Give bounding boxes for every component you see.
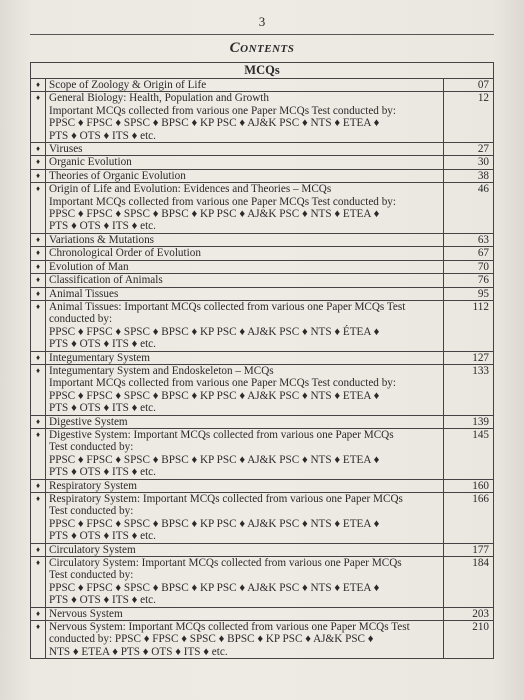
entry-page-number: 203 [444,607,494,620]
entry-title [46,493,444,544]
entry-line: Theories of Organic Evolution [49,169,186,182]
entry-line: Viruses [49,143,83,156]
toc-entry [31,428,494,479]
entry-title [46,621,444,659]
entry-title [46,143,444,156]
entry-title [46,543,444,556]
entry-line: Important MCQs collected from various one Paper MCQs Test conducted by: [49,104,396,117]
entry-line: Organic Evolution [49,156,132,169]
bullet-icon: ♦ [31,364,46,415]
toc-entry [31,274,494,287]
toc-entry [31,351,494,364]
entry-line: PPSC ♦ FPSC ♦ SPSC ♦ BPSC ♦ KP PSC ♦ AJ&K PSC ♦ NTS ♦ ETEA ♦ [49,208,380,221]
entry-line: Integumentary System [49,351,150,364]
toc-entry [31,247,494,260]
entry-title [46,607,444,620]
entry-page-number: 95 [444,287,494,300]
bullet-icon: ♦ [31,415,46,428]
entry-line: Classification of Animals [49,274,163,287]
entry-title [46,260,444,273]
entry-line: PTS ♦ OTS ♦ ITS ♦ etc. [49,594,156,607]
entry-page-number: 184 [444,557,494,608]
contents-title: Contents [229,40,295,56]
contents-table [30,62,494,659]
bullet-icon: ♦ [31,351,46,364]
bullet-icon: ♦ [31,287,46,300]
entry-title [46,364,444,415]
entry-title [46,428,444,479]
entry-line: PPSC ♦ FPSC ♦ SPSC ♦ BPSC ♦ KP PSC ♦ AJ&K PSC ♦ NTS ♦ ETEA ♦ [49,517,380,530]
bullet-icon: ♦ [31,543,46,556]
entry-line: Respiratory System [49,479,137,492]
toc-entry [31,233,494,246]
entry-page-number: 30 [444,156,494,169]
entry-page-number: 139 [444,415,494,428]
bullet-icon: ♦ [31,274,46,287]
entry-line: PTS ♦ OTS ♦ ITS ♦ etc. [49,530,156,543]
entry-title [46,274,444,287]
entry-line: Circulatory System [49,543,136,556]
entry-page-number: 07 [444,79,494,92]
toc-entry [31,79,494,92]
entry-page-number: 145 [444,428,494,479]
entry-title [46,415,444,428]
entry-page-number: 133 [444,364,494,415]
entry-line: PPSC ♦ FPSC ♦ SPSC ♦ BPSC ♦ KP PSC ♦ AJ&K PSC ♦ NTS ♦ ETEA ♦ [49,389,380,402]
bullet-icon: ♦ [31,156,46,169]
entry-title [46,557,444,608]
entry-page-number: 210 [444,621,494,659]
toc-entry [31,300,494,351]
bullet-icon: ♦ [31,428,46,479]
toc-entry [31,493,494,544]
entry-line: conducted by: [49,313,113,326]
toc-entry [31,260,494,273]
entry-line: Evolution of Man [49,260,129,273]
entry-line: NTS ♦ ETEA ♦ PTS ♦ OTS ♦ ITS ♦ etc. [49,645,228,658]
top-rule [30,34,494,35]
toc-entry [31,479,494,492]
bullet-icon: ♦ [31,479,46,492]
entry-line: Nervous System [49,607,123,620]
entry-line: PPSC ♦ FPSC ♦ SPSC ♦ BPSC ♦ KP PSC ♦ AJ&K PSC ♦ NTS ♦ ETEA ♦ [49,581,380,594]
entry-line: Nervous System: Important MCQs collected from various one Paper MCQs Test [49,621,410,634]
bullet-icon: ♦ [31,183,46,234]
entry-title [46,92,444,143]
bullet-icon: ♦ [31,300,46,351]
entry-page-number: 27 [444,143,494,156]
entry-page-number: 38 [444,169,494,182]
bullet-icon: ♦ [31,143,46,156]
bullet-icon: ♦ [31,621,46,659]
entry-line: Circulatory System: Important MCQs collected from various one Paper MCQs [49,557,402,570]
entry-page-number: 127 [444,351,494,364]
bullet-icon: ♦ [31,233,46,246]
toc-entry [31,621,494,659]
entry-title [46,233,444,246]
entry-line: PTS ♦ OTS ♦ ITS ♦ etc. [49,129,156,142]
bullet-icon: ♦ [31,247,46,260]
entry-line: Variations & Mutations [49,233,155,246]
entry-page-number: 166 [444,493,494,544]
entry-line: Important MCQs collected from various one Paper MCQs Test conducted by: [49,195,396,208]
toc-entry [31,143,494,156]
entry-line: Test conducted by: [49,441,134,454]
toc-entry [31,92,494,143]
section-heading: MCQs [31,63,494,79]
toc-entry [31,169,494,182]
entry-page-number: 12 [444,92,494,143]
bullet-icon: ♦ [31,607,46,620]
entry-title [46,247,444,260]
toc-entry [31,156,494,169]
entry-line: PPSC ♦ FPSC ♦ SPSC ♦ BPSC ♦ KP PSC ♦ AJ&K PSC ♦ NTS ♦ ETEA ♦ [49,117,380,130]
entry-title [46,156,444,169]
entry-line: Test conducted by: [49,505,134,518]
bullet-icon: ♦ [31,169,46,182]
bullet-icon: ♦ [31,92,46,143]
entry-title [46,300,444,351]
entry-line: Origin of Life and Evolution: Evidences and Theories – MCQs [49,183,332,196]
entry-title [46,479,444,492]
entry-line: Test conducted by: [49,569,134,582]
entry-title [46,351,444,364]
entry-line: PPSC ♦ FPSC ♦ SPSC ♦ BPSC ♦ KP PSC ♦ AJ&K PSC ♦ NTS ♦ ÉTEA ♦ [49,325,380,338]
bullet-icon: ♦ [31,493,46,544]
entry-line: Animal Tissues [49,287,119,300]
entry-line: Chronological Order of Evolution [49,247,201,260]
section-heading-row [31,63,494,79]
entry-line: Integumentary System and Endoskeleton – MCQs [49,364,274,377]
entry-line: Animal Tissues: Important MCQs collected from various one Paper MCQs Test [49,300,406,313]
entry-line: PTS ♦ OTS ♦ ITS ♦ etc. [49,338,156,351]
entry-line: Respiratory System: Important MCQs collected from various one Paper MCQs [49,493,403,505]
entry-title [46,169,444,182]
toc-entry [31,557,494,608]
entry-page-number: 67 [444,247,494,260]
entry-page-number: 112 [444,300,494,351]
toc-entry [31,287,494,300]
entry-line: Digestive System: Important MCQs collected from various one Paper MCQs [49,428,394,441]
entry-title [46,183,444,234]
bullet-icon: ♦ [31,79,46,92]
entry-line: PPSC ♦ FPSC ♦ SPSC ♦ BPSC ♦ KP PSC ♦ AJ&K PSC ♦ NTS ♦ ETEA ♦ [49,453,380,466]
entry-page-number: 70 [444,260,494,273]
toc-entry [31,364,494,415]
entry-line: Important MCQs collected from various one Paper MCQs Test conducted by: [49,377,396,390]
toc-entry [31,183,494,234]
entry-page-number: 63 [444,233,494,246]
toc-entry [31,415,494,428]
bullet-icon: ♦ [31,260,46,273]
entry-page-number: 160 [444,479,494,492]
entry-page-number: 76 [444,274,494,287]
entry-line: PTS ♦ OTS ♦ ITS ♦ etc. [49,466,156,479]
bullet-icon: ♦ [31,557,46,608]
toc-entry [31,543,494,556]
entry-title [46,287,444,300]
entry-page-number: 46 [444,183,494,234]
entry-line: Scope of Zoology & Origin of Life [49,79,207,91]
entry-line: PTS ♦ OTS ♦ ITS ♦ etc. [49,402,156,415]
entry-line: Digestive System [49,415,128,428]
toc-entry [31,607,494,620]
entry-line: PTS ♦ OTS ♦ ITS ♦ etc. [49,220,156,233]
entry-line: General Biology: Health, Population and Growth [49,92,269,105]
entry-title [46,79,444,92]
page-number: 3 [258,14,266,29]
entry-page-number: 177 [444,543,494,556]
entry-line: conducted by: PPSC ♦ FPSC ♦ SPSC ♦ BPSC ♦ KP PSC ♦ AJ&K PSC ♦ [49,633,374,646]
